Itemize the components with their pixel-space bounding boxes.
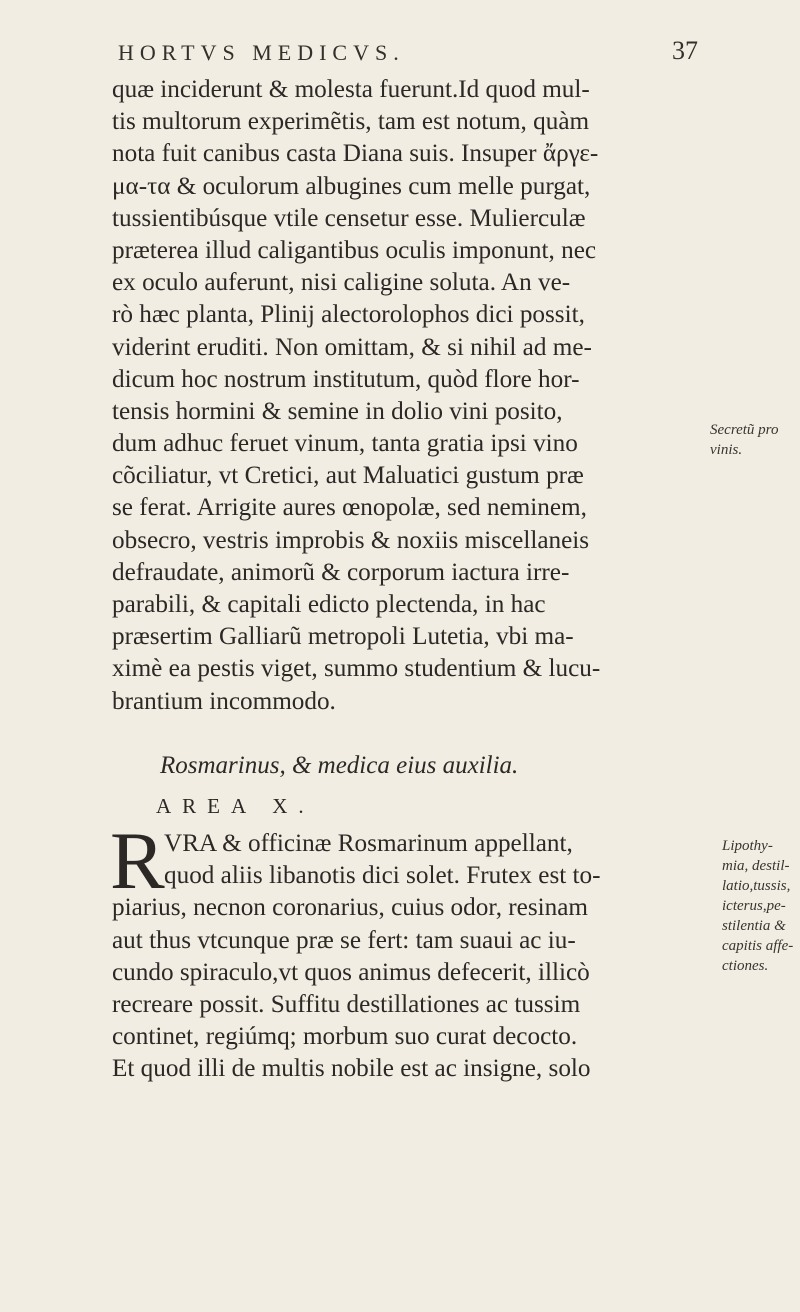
text-line: piarius, necnon coronarius, cuius odor, resinam	[112, 894, 589, 922]
text-line: rò hæc planta, Plinij alectorolophos dici possit,	[112, 301, 585, 329]
text-line: tensis hormini & semine in dolio vini posito,	[112, 397, 563, 425]
text-line: VRA & officinæ Rosmarinum appellant,	[164, 830, 573, 857]
text-line: quod aliis libanotis dici solet. Frutex est to-	[164, 862, 601, 890]
page-number: 37	[672, 36, 698, 65]
text-line: μα-τα & oculorum albugines cum melle purgat,	[112, 172, 591, 200]
text-line: dicum hoc nostrum institutum, quòd flore hor-	[112, 365, 580, 393]
marginal-line: vinis.	[710, 442, 743, 458]
text-line: defraudate, animorũ & corporum iactura irre-	[112, 558, 570, 586]
marginal-line: stilentia &	[722, 918, 786, 934]
marginal-line: Lipothy-	[722, 838, 773, 854]
text-line: ex oculo auferunt, nisi caligine soluta. An ve-	[112, 269, 571, 297]
paragraph-2	[110, 815, 708, 1086]
text-line: Et quod illi de multis nobile est ac insigne, solo	[112, 1055, 591, 1083]
marginal-line: icterus,pe-	[722, 898, 786, 914]
marginal-line: mia, destil-	[722, 858, 790, 874]
paragraph-1	[112, 74, 708, 718]
text-line: dum adhuc feruet vinum, tanta gratia ipsi vino	[112, 430, 578, 458]
section-title: Rosmarinus, & medica eius auxilia.	[160, 752, 519, 779]
running-head	[118, 36, 708, 74]
text-line: ximè ea pestis viget, summo studentium & lucu-	[112, 655, 601, 683]
marginal-line: latio,tussis,	[722, 878, 791, 894]
running-head-title: HORTVS MEDICVS.	[118, 40, 405, 65]
text-line: continet, regiúmq; morbum suo curat decocto.	[112, 1023, 578, 1051]
text-line: parabili, & capitali edicto plectenda, in hac	[112, 591, 546, 618]
marginal-note-1	[710, 420, 778, 460]
text-line: tussientibúsque vtile censetur esse. Mulierculæ	[112, 204, 586, 232]
text-line: præsertim Galliarũ metropoli Lutetia, vbi ma-	[112, 623, 574, 651]
text-line: cõciliatur, vt Cretici, aut Maluatici gustum præ	[112, 462, 584, 490]
marginal-line: capitis affe-	[722, 938, 794, 954]
marginal-note-2	[722, 836, 793, 976]
text-line: præterea illud caligantibus oculis imponunt, nec	[112, 236, 597, 264]
text-line: aut thus vtcunque præ se fert: tam suaui ac iu-	[112, 926, 576, 954]
text-line: brantium incommodo.	[112, 687, 336, 715]
drop-cap: R	[110, 815, 165, 906]
text-line: quæ inciderunt & molesta fuerunt.Id quod mul-	[112, 76, 590, 103]
marginal-line: ctiones.	[722, 958, 769, 974]
text-line: viderint eruditi. Non omittam, & si nihil ad me-	[112, 333, 592, 361]
section-label: AREA X.	[156, 794, 315, 818]
text-line: nota fuit canibus casta Diana suis. Insuper ἄργε-	[112, 140, 599, 168]
text-line: recreare possit. Suffitu destillationes ac tussim	[112, 990, 581, 1018]
text-line: obsecro, vestris improbis & noxiis miscellaneis	[112, 526, 590, 554]
marginal-line: Secretũ pro	[710, 422, 779, 438]
text-line: tis multorum experimẽtis, tam est notum, quàm	[112, 108, 590, 136]
text-line: cundo spiraculo,vt quos animus defecerit, illicò	[112, 958, 590, 986]
text-line: se ferat. Arrigite aures œnopolæ, sed neminem,	[112, 494, 587, 522]
